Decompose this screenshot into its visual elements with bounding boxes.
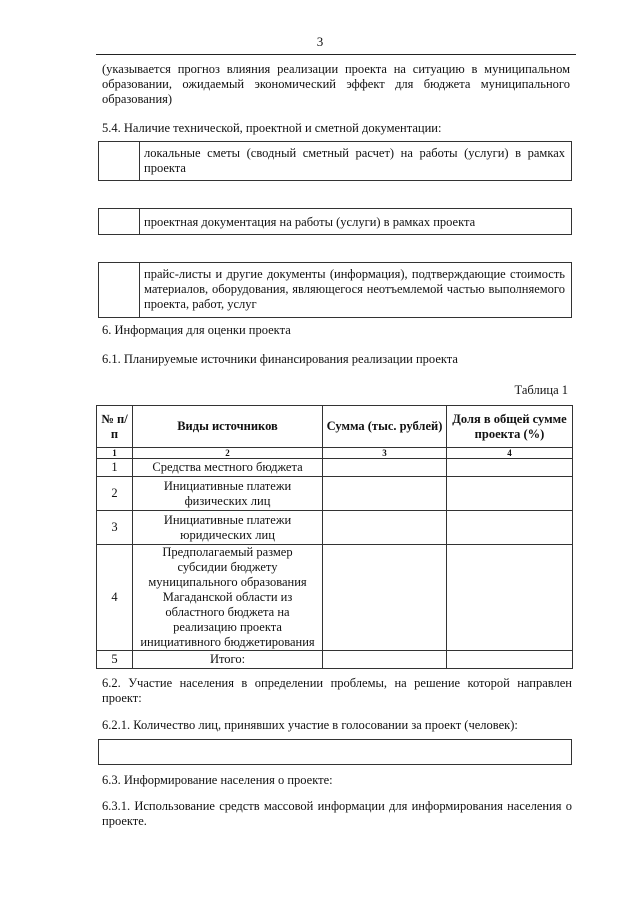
doc-item-checkbox[interactable] <box>99 263 140 317</box>
row-source: Инициативные платежи юридических лиц <box>133 511 323 545</box>
doc-item-label: проектная документация на работы (услуги) в рамках проекта <box>144 215 476 229</box>
header-source: Виды источников <box>133 406 323 448</box>
row-num: 2 <box>97 477 133 511</box>
row-share-cell[interactable] <box>447 651 573 669</box>
header-share: Доля в общей сумме проекта (%) <box>447 406 573 448</box>
col-number: 1 <box>97 448 133 459</box>
voters-count-field[interactable] <box>98 739 572 765</box>
table-label: Таблица 1 <box>514 383 568 397</box>
header-rule <box>96 54 576 55</box>
row-share-cell[interactable] <box>447 545 573 651</box>
row-share-cell[interactable] <box>447 511 573 545</box>
page-number: 3 <box>316 34 324 49</box>
row-num: 4 <box>97 545 133 651</box>
doc-item-checkbox[interactable] <box>99 209 140 234</box>
header-sum: Сумма (тыс. рублей) <box>323 406 447 448</box>
row-sum-cell[interactable] <box>323 545 447 651</box>
table-header-row <box>97 406 573 448</box>
doc-item-checkbox[interactable] <box>99 142 140 180</box>
section-6-2-heading: 6.2. Участие населения в определении проблемы, на решение которой направлен проект: <box>102 676 572 705</box>
row-source: Предполагаемый размер субсидии бюджету муниципального образования Магаданской области из областного бюджета на реализацию проекта инициативного бюджетирования <box>133 545 323 651</box>
doc-item-estimates <box>98 141 572 181</box>
row-num: 3 <box>97 511 133 545</box>
row-source: Инициативные платежи физических лиц <box>133 477 323 511</box>
col-number: 3 <box>323 448 447 459</box>
section-6-heading: 6. Информация для оценки проекта <box>102 323 291 337</box>
hint-text <box>102 62 570 107</box>
row-share-cell[interactable] <box>447 477 573 511</box>
table-col-numbers-row <box>97 448 573 459</box>
doc-item-price-lists <box>98 262 572 318</box>
row-sum-cell[interactable] <box>323 477 447 511</box>
header-num: № п/п <box>97 406 133 448</box>
row-sum-cell[interactable] <box>323 511 447 545</box>
table-row-total <box>97 651 573 669</box>
section-6-2-1-heading: 6.2.1. Количество лиц, принявших участие в голосовании за проект (человек): <box>102 718 518 732</box>
doc-item-label: прайс-листы и другие документы (информация), подтверждающие стоимость материалов, оборудования, являющегося неотъемлемой частью выполняемого проекта, работ, услуг <box>144 267 565 311</box>
row-source: Средства местного бюджета <box>133 459 323 477</box>
table-row <box>97 511 573 545</box>
table-row <box>97 545 573 651</box>
section-6-3-1-heading: 6.3.1. Использование средств массовой информации для информирования населения о проекте. <box>102 799 572 828</box>
col-number: 2 <box>133 448 323 459</box>
row-sum-cell[interactable] <box>323 459 447 477</box>
col-number: 4 <box>447 448 573 459</box>
section-6-1-heading: 6.1. Планируемые источники финансирования реализации проекта <box>102 352 458 366</box>
row-num: 1 <box>97 459 133 477</box>
section-6-3-heading: 6.3. Информирование населения о проекте: <box>102 773 333 787</box>
section-5-4-heading: 5.4. Наличие технической, проектной и сметной документации: <box>102 121 442 135</box>
table-row <box>97 459 573 477</box>
row-num: 5 <box>97 651 133 669</box>
hint-text-content: (указывается прогноз влияния реализации проекта на ситуацию в муниципальном образовании, ожидаемый экономический эффект для бюджета муниципального образования) <box>102 62 570 106</box>
doc-item-project-docs <box>98 208 572 235</box>
doc-item-label: локальные сметы (сводный сметный расчет) на работы (услуги) в рамках проекта <box>144 146 565 175</box>
row-share-cell[interactable] <box>447 459 573 477</box>
table-row <box>97 477 573 511</box>
row-sum-cell[interactable] <box>323 651 447 669</box>
row-source: Итого: <box>133 651 323 669</box>
financing-table <box>96 405 573 669</box>
